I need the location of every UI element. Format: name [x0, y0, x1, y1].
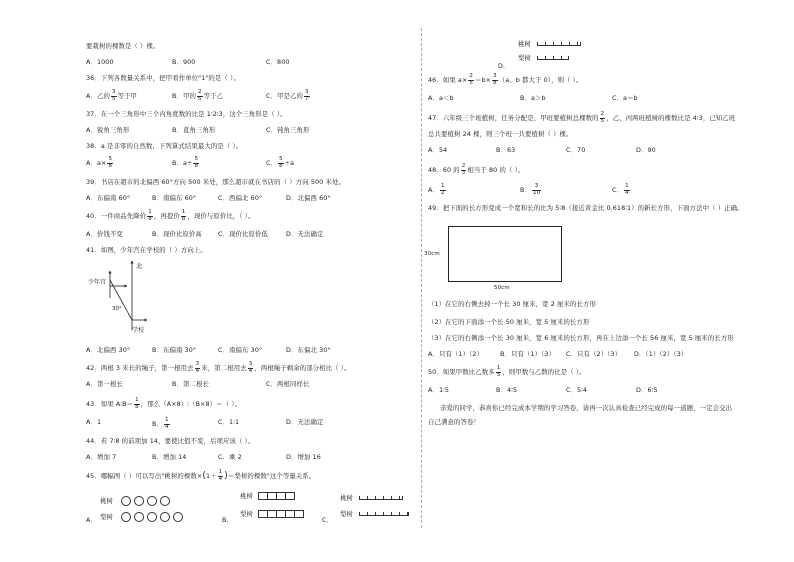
line-segment — [359, 496, 403, 500]
q36-opt-b[interactable]: B．甲的 $\frac{2}{5}$ 等于乙 — [172, 89, 224, 102]
q42-opt-c[interactable]: C．两根同样长 — [266, 380, 310, 388]
q42-opt-a[interactable]: A．第一根长 — [86, 380, 123, 388]
q49-stem: 49．把下面的长方形变成一个宽和长的比为 5∶8（接近黄金比 0.618∶1）的新长方形，下面方法中（ ）正确。 — [428, 204, 744, 212]
fraction: $\frac{1}{4}$ — [625, 183, 629, 196]
q50-stem: 50．如果甲数比乙数多 $\frac{1}{5}$ ，则甲数与乙数的比是（ ）。 — [428, 365, 586, 378]
q46-opt-c[interactable]: C．a＝b — [612, 94, 638, 102]
q39-opt-d[interactable]: D．北偏西 60° — [286, 194, 331, 202]
circle-icon — [134, 496, 144, 506]
q39-opt-b[interactable]: B．南偏东 60° — [152, 194, 197, 202]
q49-opt-a[interactable]: A．只有（1）（2） — [428, 350, 484, 358]
fraction: $\frac{3}{10}$ — [532, 183, 541, 196]
q41-opt-d[interactable]: D．东偏北 30° — [286, 346, 331, 354]
q49-opt-b[interactable]: B．只有（1）（3） — [500, 350, 556, 358]
q35-opt-b[interactable]: B．900 — [172, 58, 196, 66]
closing-message-line2: 自己满意的答卷！ — [428, 418, 480, 426]
q44-opt-c[interactable]: C．乘 2 — [218, 453, 242, 461]
fraction: $\frac{1}{8}$ — [135, 397, 139, 410]
q39-opt-a[interactable]: A．东偏南 60° — [86, 194, 131, 202]
circle-icon — [160, 512, 170, 522]
circle-icon — [121, 496, 131, 506]
fraction: $\frac{1}{5}$ — [496, 365, 501, 378]
q38-stem: 38．a 是非零的自然数，下列算式结果最大的是（ ）。 — [86, 142, 243, 150]
q35-opt-a[interactable]: A．1000 — [86, 58, 114, 66]
q37-opt-a[interactable]: A．锐角三角形 — [86, 126, 130, 134]
q47-opt-a[interactable]: A．54 — [428, 146, 448, 154]
q45-opt-b[interactable]: B． — [222, 516, 233, 524]
q47-stem-line1: 47．六年级三个班植树，任务分配是，甲班要植树总棵数的 $\frac{2}{5}$ ，乙、丙两班植树的棵数比是 4∶3，已知乙班 — [428, 111, 736, 124]
fraction: $\frac{5}{8}$ — [108, 156, 113, 169]
q45-c-pear-row: 梨树 — [340, 510, 409, 518]
q45-a-peach-row: 桃树 — [100, 496, 173, 506]
q44-opt-d[interactable]: D．增加 16 — [286, 453, 321, 461]
circle-icon — [147, 496, 157, 506]
north-label: 北 — [136, 262, 143, 270]
shaoniangong-label: 少年宫 — [88, 279, 107, 286]
fraction: $\frac{3}{8}$ — [493, 73, 497, 86]
q43-opt-b[interactable]: B． $\frac{1}{4}$ — [152, 417, 169, 430]
q43-stem: 43．如果 A∶B＝ $\frac{1}{8}$ ，那么（A×8）∶（B×8）＝（ ）。 — [86, 397, 242, 410]
segment-box — [294, 510, 304, 518]
line-segment — [537, 42, 581, 46]
q46-opt-b[interactable]: B．a＞b — [520, 94, 546, 102]
q49-height-label: 30cm — [424, 251, 440, 257]
fraction: $\frac{1}{4}$ — [218, 469, 223, 482]
fraction: $\frac{3}{4}$ — [195, 361, 200, 374]
q41-opt-c[interactable]: C．南偏东 30° — [218, 346, 263, 354]
q41-opt-b[interactable]: B．东偏南 30° — [152, 346, 197, 354]
q43-opt-a[interactable]: A．1 — [86, 418, 102, 426]
q43-opt-c[interactable]: C．1∶1 — [218, 418, 240, 426]
q41-opt-a[interactable]: A．北偏西 30° — [86, 346, 131, 354]
q50-opt-a[interactable]: A．1∶5 — [428, 386, 450, 394]
q41-stem: 41．如图，少年宫在学校的（ ）方向上。 — [86, 246, 207, 254]
fraction: $\frac{2}{5}$ — [600, 111, 605, 124]
q45-opt-c[interactable]: C． — [322, 516, 334, 524]
fraction: $\frac{5}{8}$ — [279, 156, 283, 169]
circle-icon — [173, 512, 183, 522]
fraction: $\frac{1}{2}$ — [440, 183, 445, 196]
fraction: $\frac{3}{7}$ — [305, 89, 309, 102]
fraction: $\frac{1}{8}$ — [181, 209, 186, 222]
circle-icon — [147, 512, 157, 522]
q46-opt-a[interactable]: A．a＜b — [428, 94, 454, 102]
q42-opt-b[interactable]: B．第二根长 — [172, 380, 209, 388]
q45-stem: 45．哪幅图（ ）可以写出"桃树的棵数×(1＋ $\frac{1}{4}$ )＝梨树的棵数"这个等量关系。 — [86, 469, 316, 482]
fraction: $\frac{1}{8}$ — [148, 209, 152, 222]
q40-opt-c[interactable]: C．现价比原价低 — [218, 230, 268, 238]
q41-direction-figure — [82, 258, 172, 338]
q40-opt-d[interactable]: D．无法确定 — [286, 230, 324, 238]
q39-stem: 39．书店在超市的北偏西 60°方向 500 米处，那么超市就在书店的（ ）方向 500 米处。 — [86, 178, 345, 186]
segment-box — [285, 492, 295, 500]
q45-c-peach-row: 桃树 — [340, 494, 403, 502]
q47-opt-b[interactable]: B．63 — [496, 146, 516, 154]
angle-label: 30° — [112, 306, 122, 312]
q50-opt-b[interactable]: B．4∶5 — [496, 386, 518, 394]
q49-opt-c[interactable]: C．只有（2）（3） — [566, 350, 622, 358]
q49-width-label: 50cm — [494, 285, 510, 291]
q49-statement-3: （3）在它的右侧添一个长 30 厘米，宽 6 厘米的长方形，再在上边添一个长 56 厘米，宽 5 厘米的长方形 — [428, 334, 734, 342]
q39-opt-c[interactable]: C．西偏北 60° — [218, 194, 263, 202]
q40-opt-a[interactable]: A．价钱不变 — [86, 230, 123, 238]
fraction: $\frac{1}{4}$ — [164, 417, 169, 430]
q47-opt-c[interactable]: C．70 — [566, 146, 586, 154]
q43-opt-d[interactable]: D．无法确定 — [286, 418, 324, 426]
q49-statement-1: （1）在它的右侧去掉一个长 30 厘米，宽 2 厘米的长方形 — [428, 300, 596, 308]
q45-b-peach-row: 桃树 — [240, 492, 295, 500]
q36-opt-a[interactable]: A．乙的 $\frac{3}{5}$ 等于甲 — [86, 89, 138, 102]
q36-stem: 36．下列各数量关系中，把甲看作单位"1"的是（ ）。 — [86, 74, 240, 82]
fraction: $\frac{2}{5}$ — [469, 73, 474, 86]
q49-statement-2: （2）在它的下面添一个长 50 厘米，宽 5 厘米的长方形 — [428, 318, 590, 326]
fraction: $\frac{3}{4}$ — [248, 361, 253, 374]
q49-rectangle — [448, 226, 562, 282]
q44-stem: 44．若 7∶8 的前项加 14，要使比值不变，后项应该（ ）。 — [86, 437, 255, 445]
q37-opt-c[interactable]: C．钝角三角形 — [266, 126, 310, 134]
q50-opt-c[interactable]: C．5∶4 — [566, 386, 588, 394]
fraction: $\frac{3}{5}$ — [111, 89, 116, 102]
q44-opt-b[interactable]: B．增加 14 — [152, 453, 187, 461]
q44-opt-a[interactable]: A．增加 7 — [86, 453, 117, 461]
q38-opt-a[interactable]: A．a× $\frac{5}{8}$ — [86, 156, 113, 169]
school-label: 学校 — [132, 327, 145, 334]
q42-stem: 42．两根 3 米长的绳子，第一根用去 $\frac{3}{4}$ 米，第二根用去 $\frac{3}{4}$ ，两根绳子剩余的部分相比（ ）。 — [86, 361, 351, 374]
q46-stem: 46．如果 a× $\frac{2}{5}$ ＝b× $\frac{3}{8}$ （a、b 都大于 0），则（ ）。 — [428, 73, 583, 86]
q35-tail: 要栽树的棵数是（ ）棵。 — [86, 42, 160, 50]
q48-opt-c[interactable]: C． $\frac{1}{4}$ — [612, 183, 629, 196]
q47-stem-line2: 总共要植树 24 棵，则三个班一共要植树（ ）棵。 — [428, 130, 573, 138]
q40-stem: 40．一件商品先降价 $\frac{1}{8}$ ，再提价 $\frac{1}{8}$ ，现价与原价比，（ ）。 — [86, 209, 255, 222]
q38-opt-b[interactable]: B．a÷ $\frac{5}{8}$ — [172, 156, 199, 169]
line-segment — [537, 56, 569, 60]
q45-a-pear-row: 梨树 — [100, 512, 186, 522]
closing-message-line1: 亲爱的同学，恭喜你已经完成本学期的学习答卷，请再一次认真检查已经完成的每一道题，一定会交出 — [440, 404, 733, 412]
circle-icon — [134, 512, 144, 522]
circle-icon — [160, 496, 170, 506]
q47-opt-d[interactable]: D．90 — [636, 146, 656, 154]
q50-opt-d[interactable]: D．6∶5 — [636, 386, 658, 394]
q48-opt-a[interactable]: A． $\frac{1}{2}$ — [428, 183, 445, 196]
line-segment — [359, 512, 409, 516]
q37-opt-b[interactable]: B．直角三角形 — [172, 126, 216, 134]
q45-d-peach-row: 桃树 — [518, 40, 581, 48]
q48-stem: 48．60 的 $\frac{2}{3}$ 相当于 80 的（ ）。 — [428, 163, 525, 176]
q40-opt-b[interactable]: B．现价比原价高 — [152, 230, 202, 238]
q35-opt-c[interactable]: C．800 — [266, 58, 290, 66]
q45-d-pear-row: 梨树 — [518, 54, 569, 62]
q38-opt-c[interactable]: C． $\frac{5}{8}$ ÷a — [266, 156, 295, 169]
q37-stem: 37．在一个三角形中三个内角度数的比是 1∶2∶3，这个三角形是（ ）。 — [86, 110, 287, 118]
fraction: $\frac{2}{3}$ — [461, 163, 466, 176]
q48-opt-b[interactable]: B． $\frac{3}{10}$ — [520, 183, 541, 196]
column-divider — [421, 28, 422, 528]
q36-opt-c[interactable]: C．甲是乙的 $\frac{3}{7}$ — [266, 89, 309, 102]
circle-icon — [121, 512, 131, 522]
q49-opt-d[interactable]: D．（1）（2）（3） — [634, 350, 688, 358]
fraction: $\frac{2}{5}$ — [197, 89, 202, 102]
q45-opt-d[interactable]: D． — [498, 62, 510, 70]
q45-opt-a[interactable]: A． — [86, 516, 97, 524]
fraction: $\frac{5}{8}$ — [194, 156, 199, 169]
q45-b-pear-row: 梨树 — [240, 510, 304, 518]
